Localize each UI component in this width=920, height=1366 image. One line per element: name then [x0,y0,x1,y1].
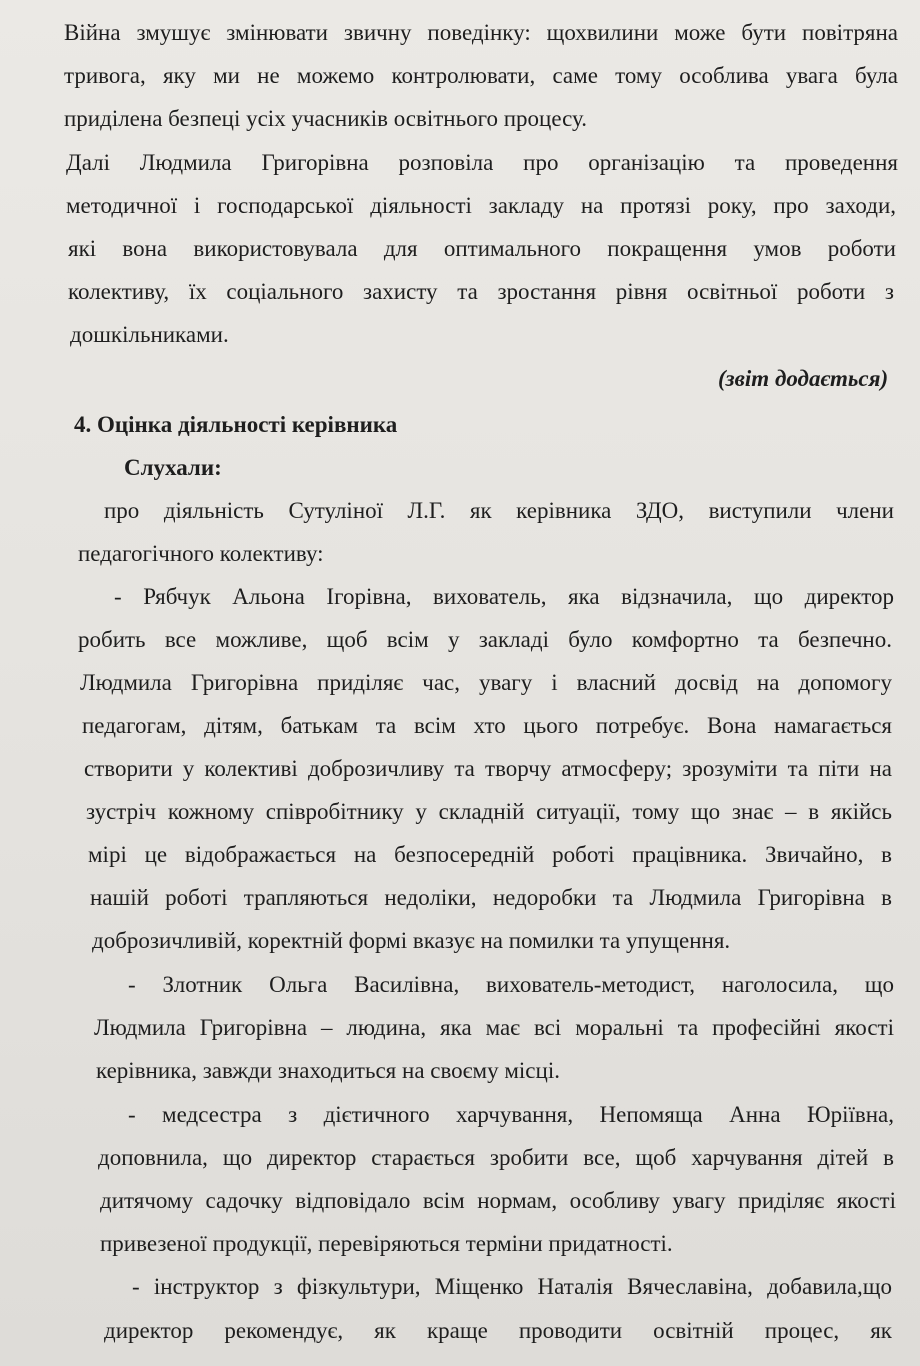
text-line: керівника, завжди знаходиться на своєму місці. [96,1058,560,1083]
text-line: - Рябчук Альона Ігорівна, вихователь, яка відзначила, що директор [114,584,894,609]
text-line: дитячому садочку відповідало всім нормам, особливу увагу приділяє якості [100,1188,896,1213]
heard-label: Слухали: [124,455,222,480]
text-line: Далі Людмила Григорівна розповіла про організацію та проведення [66,150,898,175]
text-line: Людмила Григорівна – людина, яка має всі моральні та професійні якості [94,1015,894,1040]
text-line: які вона використовувала для оптимального покращення умов роботи [68,236,896,261]
section-heading: 4. Оцінка діяльності керівника [74,412,398,437]
text-line: мірі це відображається на безпосередній роботі працівника. Звичайно, в [88,842,892,867]
text-line: про діяльність Сутуліної Л.Г. як керівника ЗДО, виступили члени [104,498,894,523]
text-line: - медсестра з дієтичного харчування, Непомяща Анна Юріївна, [128,1102,894,1127]
text-line: Війна змушує змінювати звичну поведінку: щохвилини може бути повітряна [64,20,898,45]
text-line: Людмила Григорівна приділяє час, увагу і власний досвід на допомогу [80,670,892,695]
text-line: доповнила, що директор старається зробити все, щоб харчування дітей в [98,1145,894,1170]
text-line: доброзичливій, коректній формі вказує на помилки та упущення. [92,928,731,953]
text-line: педагогам, дітям, батькам та всім хто цього потребує. Вона намагається [82,713,892,738]
text-line: нашій роботі трапляються недоліки, недоробки та Людмила Григорівна в [90,885,892,910]
attachment-note: (звіт додається) [718,366,889,391]
text-line: директор рекомендує, як краще проводити освітній процес, як [104,1318,892,1343]
text-line: колективу, їх соціального захисту та зростання рівня освітньої роботи з [68,279,894,304]
text-line: педагогічного колективу: [78,541,324,566]
text-line: приділена безпеці усіх учасників освітнього процесу. [64,106,587,131]
text-line: - інструктор з фізкультури, Міщенко Наталія Вячеславіна, добавила,що [132,1274,892,1299]
text-line: створити у колективі доброзичливу та творчу атмосферу; зрозуміти та піти на [84,756,892,781]
text-line: методичної і господарської діяльності закладу на протязі року, про заходи, [66,193,896,218]
text-line: привезеної продукції, перевіряються терміни придатності. [100,1231,673,1256]
text-line: зустріч кожному співробітнику у складній ситуації, тому що знає – в якійсь [86,799,892,824]
text-line: тривога, яку ми не можемо контролювати, саме тому особлива увага була [64,63,898,88]
text-line: дошкільниками. [70,322,229,347]
text-line: робить все можливе, щоб всім у закладі було комфортно та безпечно. [78,627,892,652]
text-line: - Злотник Ольга Василівна, вихователь-методист, наголосила, що [128,972,894,997]
